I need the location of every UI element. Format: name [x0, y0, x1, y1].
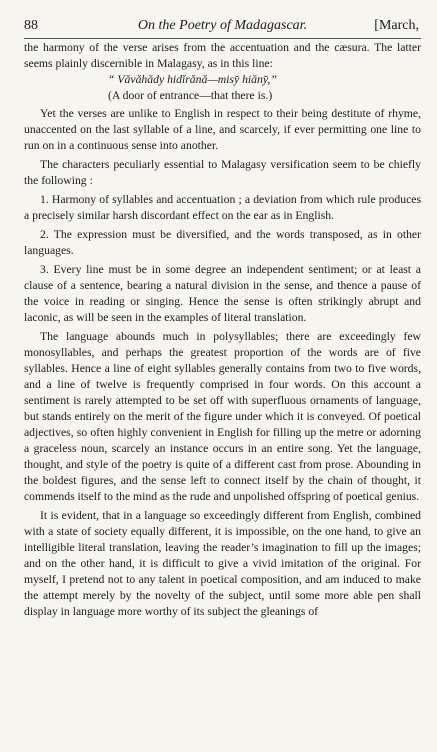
- running-month: [March,: [374, 18, 419, 33]
- page-body: [24, 40, 421, 620]
- verse-line: “ Văvăhădy hidĭrănă—misy̆ hiăny̆,”: [108, 73, 277, 86]
- paragraph: It is evident, that in a language so exceedingly different from English, combined with a state of society equally different, it is impossible, on the one hand, to give an intelligible literal translation, leaving the reader’s imagination to fill up the images; and on the other hand, it is difficult to give a vivid imitation of the original. For myself, I pretend not to any talent in poetical composition, and am induced to make the attempt merely by the novelty of the subject, until some more able pen shall display in language more worthy of its subject the gleanings of: [24, 509, 421, 618]
- running-title: On the Poetry of Madagascar.: [137, 18, 308, 33]
- paragraph: 3. Every line must be in some degree an independent sentiment; or at least a clause of a sentence, bearing a natural division in the sense, and thence a pause of the voice in reading or singing. Hence the sense is often strikingly abrupt and laconic, as will be seen in the examples of literal translation.: [24, 263, 421, 324]
- paragraph: 1. Harmony of syllables and accentuation ; a deviation from which rule produces a precisely similar harsh discordant effect on the ear as in English.: [24, 193, 421, 222]
- running-header: [24, 14, 421, 40]
- verse-quotation: [108, 72, 421, 104]
- paragraph: The language abounds much in polysyllables; there are exceedingly few monosyllables, and perhaps the greatest proportion of the words are of five syllables. Hence a line of eight syllables generally contains from two to five words, and a line of twelve is frequently comprised in four words. On this account a sentiment is rarely attempted to be set off with superfluous ornaments of language, but stands entirely on the merit of the figure under which it is conveyed. Of poetical adjectives, so often highly convenient in English for filling up the metre or adorning a graceless noun, scarcely an instance occurs in an entire song. Yet the language, thought, and style of the poetry is quite of a different cast from prose. Abounding in the boldest figures, and the sense left to connect itself by the chain of thought, it commends itself to the mind as the rude and unpolished offspring of poetical genius.: [24, 330, 421, 503]
- paragraph: The characters peculiarly essential to Malagasy versification seem to be chiefly the following :: [24, 158, 421, 187]
- paragraph: 2. The expression must be diversified, and the words transposed, as in other languages.: [24, 228, 421, 257]
- paragraph: the harmony of the verse arises from the accentuation and the cæsura. The latter seems plainly discernible in Malagasy, as in this line:: [24, 41, 421, 70]
- verse-translation: (A door of entrance—that there is.): [108, 89, 273, 102]
- page-number: 88: [24, 18, 38, 33]
- paragraph: Yet the verses are unlike to English in respect to their being destitute of rhyme, unaccented on the last syllable of a line, and scarcely, if ever permitting one line to run on in a continuous sense into another.: [24, 107, 421, 152]
- header-rule: [24, 38, 421, 39]
